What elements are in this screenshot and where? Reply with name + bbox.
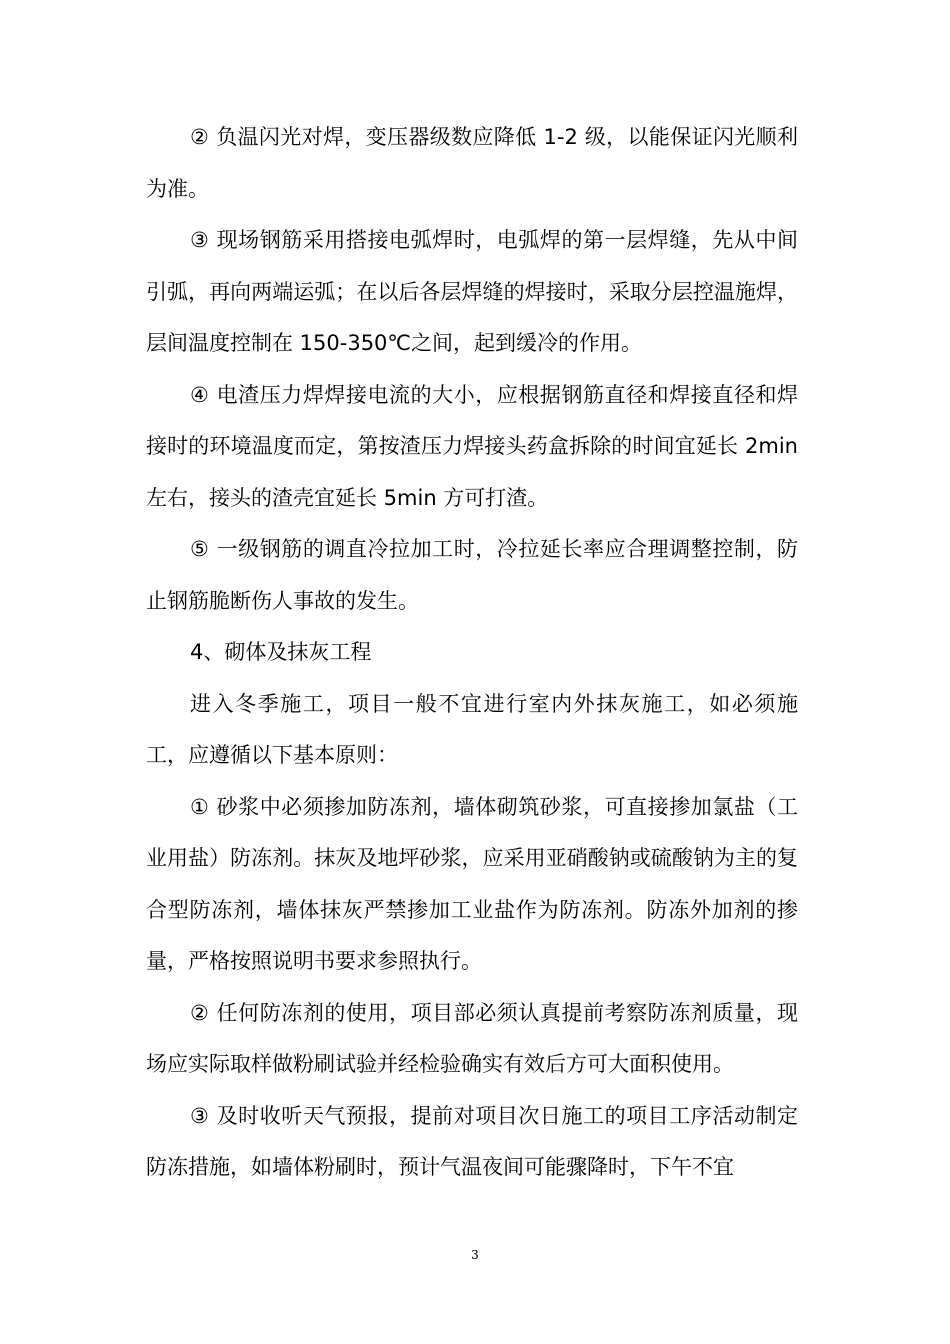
paragraph-weather-forecast: ③ 及时收听天气预报，提前对项目次日施工的项目工序活动制定防冻措施，如墙体粉刷时，预计气温夜间可能骤降时，下午不宜 xyxy=(146,1103,798,1179)
paragraph-winter-construction-intro: 进入冬季施工，项目一般不宜进行室内外抹灰施工，如必须施工，应遵循以下基本原则： xyxy=(146,691,798,767)
document-body xyxy=(146,112,798,1194)
section-heading-masonry-plastering: 4、砌体及抹灰工程 xyxy=(190,640,372,664)
paragraph-antifreeze-quality: ② 任何防冻剂的使用，项目部必须认真提前考察防冻剂质量，现场应实际取样做粉刷试验并经检验确实有效后方可大面积使用。 xyxy=(146,1000,798,1076)
paragraph-flash-butt-welding: ② 负温闪光对焊，变压器级数应降低 1-2 级，以能保证闪光顺利为准。 xyxy=(146,125,798,201)
paragraph-arc-welding: ③ 现场钢筋采用搭接电弧焊时，电弧焊的第一层焊缝，先从中间引弧，再向两端运弧；在以后各层焊缝的焊接时，采取分层控温施焊，层间温度控制在 150-350℃之间，起到缓冷的作用。 xyxy=(146,228,798,355)
page-number: 3 xyxy=(471,1248,479,1262)
paragraph-cold-drawing: ⑤ 一级钢筋的调直冷拉加工时，冷拉延长率应合理调整控制，防止钢筋脆断伤人事故的发生。 xyxy=(146,537,798,613)
paragraph-electroslag-welding: ④ 电渣压力焊焊接电流的大小，应根据钢筋直径和焊接直径和焊接时的环境温度而定，第按渣压力焊接头药盒拆除的时间宜延长 2min 左右，接头的渣壳宜延长 5min 方可打渣。 xyxy=(146,382,798,510)
paragraph-antifreeze-mortar: ① 砂浆中必须掺加防冻剂，墙体砌筑砂浆，可直接掺加氯盐（工业用盐）防冻剂。抹灰及地坪砂浆，应采用亚硝酸钠或硫酸钠为主的复合型防冻剂，墙体抹灰严禁掺加工业盐作为防冻剂。防冻外加剂的掺量，严格按照说明书要求参照执行。 xyxy=(146,794,798,973)
